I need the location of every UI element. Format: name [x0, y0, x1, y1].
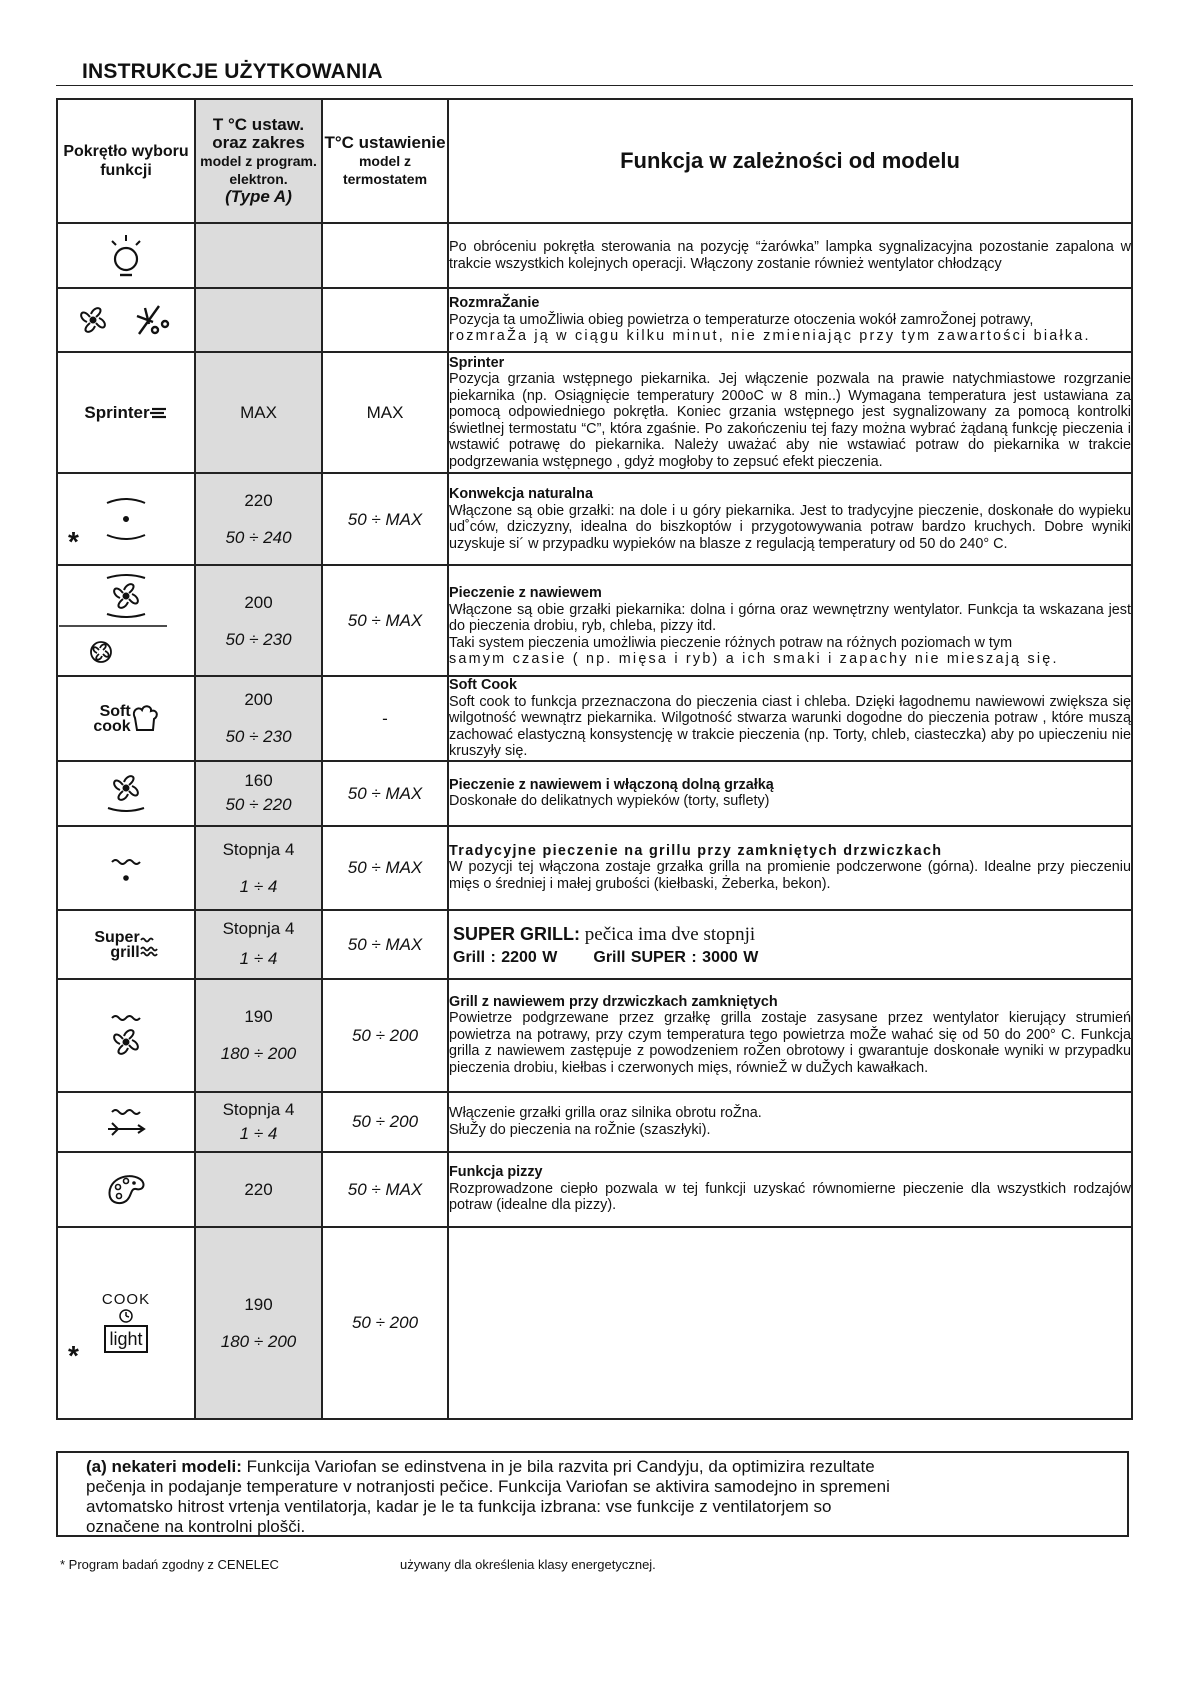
sprinter-icon: Sprinter — [84, 402, 150, 422]
conventional-icon — [101, 489, 151, 549]
defrost-icon — [71, 300, 181, 340]
knob-cell — [57, 1152, 195, 1227]
value-electronic: 200 50 ÷ 230 — [195, 565, 322, 676]
page-title: INSTRUKCJE UŻYTKOWANIA — [82, 60, 383, 83]
energy-test-star: * — [68, 1339, 79, 1371]
table-row — [57, 288, 1132, 352]
value-electronic: 220 — [195, 1152, 322, 1227]
table-row — [57, 979, 1132, 1092]
value-electronic: 200 50 ÷ 230 — [195, 676, 322, 761]
footnote-energy: używany dla określenia klasy energetycznej. — [400, 1557, 656, 1572]
value-thermostat: 50 ÷ MAX — [322, 473, 448, 565]
super-grill-icon: Super grill — [94, 930, 157, 960]
knob-cell — [57, 910, 195, 979]
knob-cell — [57, 223, 195, 288]
function-title: SUPER GRILL: — [453, 924, 581, 944]
grill-icon — [106, 850, 146, 886]
value-thermostat: 50 ÷ MAX — [322, 761, 448, 826]
table-row — [57, 761, 1132, 826]
value-electronic — [195, 288, 322, 352]
value-thermostat: 50 ÷ MAX — [322, 1152, 448, 1227]
table-row — [57, 826, 1132, 910]
value-electronic: 190 180 ÷ 200 — [195, 1227, 322, 1419]
function-title: Tradycyjne pieczenie na grillu przy zamkniętych drzwiczkach — [449, 842, 943, 859]
value-electronic: 220 50 ÷ 240 — [195, 473, 322, 565]
function-title: Sprinter — [449, 354, 505, 371]
value-thermostat: - — [322, 676, 448, 761]
knob-cell — [57, 1227, 195, 1419]
fan-grill-icon — [102, 1010, 150, 1060]
table-row — [57, 676, 1132, 761]
soft-cook-icon: Soft cook — [93, 704, 158, 734]
knob-cell — [57, 352, 195, 473]
knob-cell — [57, 1092, 195, 1152]
function-description: RozmraŽanie Pozycja ta umoŽliwia obieg powietrza o temperaturze otoczenia wokół zamroŽonej potrawy, rozmraŽa ją w ciągu kilku minut, nie zmieniając przy tym zawartości białka. — [448, 288, 1132, 352]
title-divider — [56, 85, 1133, 86]
table-row — [57, 352, 1132, 473]
value-thermostat: 50 ÷ MAX — [322, 565, 448, 676]
value-thermostat: MAX — [322, 352, 448, 473]
function-description: Włączenie grzałki grilla oraz silnika obrotu roŽna. SłuŽy do pieczenia na roŽnie (szaszłyki). — [448, 1092, 1132, 1152]
pizza-icon — [104, 1169, 148, 1209]
footnote-program: * Program badań zgodny z CENELEC — [60, 1557, 279, 1572]
value-electronic: Stopnja 4 1 ÷ 4 — [195, 1092, 322, 1152]
table-row — [57, 223, 1132, 288]
value-electronic: Stopnja 4 1 ÷ 4 — [195, 826, 322, 910]
function-description: Soft Cook Soft cook to funkcja przeznaczona do pieczenia ciast i chleba. Dzięki łagodnemu nawiewowi zwiększa się wilgotność wewnątrz piekarnika. Wilgotność stwarza warunki dogodne do pieczenia potraw , które muszą zachować elastyczną konsystencję w trakcie pieczenia (np. Torty, chleb, ciasteczka) aby po upieczeniu nie kruszyły się. — [449, 677, 1131, 759]
function-title: Funkcja pizzy — [449, 1164, 543, 1181]
function-description: Pieczenie z nawiewem Włączone są obie grzałki piekarnika: dolna i górna oraz wewnętrzny wentylator. Funkcja ta wskazana jest do pieczenia drobiu, ryb, chleba, pizzy itd. Taki system pieczenia umożliwia pieczenie różnych potraw na różnych poziomach w tym samym czasie ( np. mięsa i ryb) a ich smaki i zapachy nie mieszają się. — [448, 565, 1132, 676]
value-thermostat: 50 ÷ 200 — [322, 1227, 448, 1419]
table-row — [57, 1227, 1132, 1419]
function-title: RozmraŽanie — [449, 295, 540, 312]
function-description: Pieczenie z nawiewem i włączoną dolną grzałką Doskonałe do delikatnych wypieków (torty, suflety) — [448, 761, 1132, 826]
function-title: Grill z nawiewem przy drzwiczkach zamkniętych — [449, 993, 778, 1010]
value-thermostat: 50 ÷ MAX — [322, 826, 448, 910]
value-thermostat: 50 ÷ 200 — [322, 979, 448, 1092]
value-electronic — [195, 223, 322, 288]
value-electronic: MAX — [195, 352, 322, 473]
knob-cell — [57, 473, 195, 565]
fan-bottom-icon — [102, 770, 150, 816]
table-row — [57, 1092, 1132, 1152]
function-description: Grill z nawiewem przy drzwiczkach zamkniętych Powietrze podgrzewane przez grzałkę grilla zostaje zasysane przez wentylator kierujący strumień powietrza na potrawy, przy czym temperatura tego powietrza moŽe wahać się od 50 do 200° C. Funkcja grilla z nawiewem zastępuje z powodzeniem roŽen obrotowy i gwarantuje doskonałe wyniki w przypadku pieczenia drobiu, kiełbas i czerwonych mięs, równieŽ w duŽych kawałkach. — [448, 979, 1132, 1092]
knob-cell — [57, 826, 195, 910]
table-row — [57, 910, 1132, 979]
value-thermostat — [322, 288, 448, 352]
table-row — [57, 1152, 1132, 1227]
header-thermostat: T°C ustawienie model z termostatem — [322, 99, 448, 223]
knob-cell — [57, 565, 195, 676]
knob-cell — [57, 761, 195, 826]
function-description: Tradycyjne pieczenie na grillu przy zamkniętych drzwiczkach W pozycji tej włączona zostaje grzałka grilla na promienie podczerwone (górna). Idealne przy pieczeniu mięs o średniej i małej grubości (kiełbaski, Żeberka, bekon). — [448, 826, 1132, 910]
value-thermostat: 50 ÷ 200 — [322, 1092, 448, 1152]
rotisserie-icon — [102, 1104, 150, 1140]
header-electronic: T °C ustaw. oraz zakres model z program. elektron. (Type A) — [195, 99, 322, 223]
table-header-row — [57, 99, 1132, 223]
function-description: Po obróceniu pokrętła sterowania na pozycję “żarówka” lampka sygnalizacyjna pozostanie zapalona w trakcie wszystkich kolejnych operacji. Włączony zostanie również wentylator chłodzący — [448, 223, 1132, 288]
knob-cell — [57, 288, 195, 352]
function-title: Soft Cook — [449, 677, 517, 693]
value-electronic: 190 180 ÷ 200 — [195, 979, 322, 1092]
table-row — [57, 473, 1132, 565]
value-electronic: 160 50 ÷ 220 — [195, 761, 322, 826]
table-row — [57, 565, 1132, 676]
cook-light-icon: COOK light — [102, 1292, 150, 1352]
header-knob: Pokrętło wyboru funkcji — [57, 99, 195, 223]
knob-cell — [57, 676, 195, 761]
function-title: Konwekcja naturalna — [449, 486, 593, 502]
function-title: Pieczenie z nawiewem i włączoną dolną grzałką — [449, 776, 774, 793]
lamp-icon — [104, 233, 148, 279]
function-description: Konwekcja naturalna Włączone są obie grzałki: na dole i u góry piekarnika. Jest to tradycyjne pieczenie, doskonałe do wypieku ud˚ców, dziczyzny, idealna do biszkoptów i przygotowywania potraw bardzo kruchych. Dobre wyniki uzyskuje si´ w przypadku wypieków na blasze z regulacją temperatury od 50 do 240° C. — [448, 473, 1132, 565]
fan-oven-icon — [59, 568, 193, 673]
function-description: Funkcja pizzy Rozprowadzone ciepło pozwala w tej funkcji uzyskać równomierne pieczenie dla wszystkich rodzajów potraw (idealne dla pizzy). — [448, 1152, 1132, 1227]
function-table — [56, 98, 1133, 1420]
variofan-note: (a) nekateri modeli: Funkcija Variofan se edinstvena in je bila razvita pri Candyju, da optimizira rezultate pečenja in podajanje temperature v notranjosti pečice. Funkcija Variofan se aktivira samodejno in spremeni avtomatsko hitrost vrtenja ventilatorja, kadar je le ta funkcija izbrana: vse funkcije z ventilatorjem so označene na kontrolni plošči. — [56, 1451, 1129, 1537]
function-description — [448, 1227, 1132, 1419]
energy-test-star: * — [68, 526, 79, 557]
function-description: SUPER GRILL: pečica ima dve stopnji Grill : 2200 W Grill SUPER : 3000 W — [448, 910, 1132, 979]
value-thermostat — [322, 223, 448, 288]
function-description: Sprinter Pozycja grzania wstępnego piekarnika. Jej włączenie pozwala na prawie natychmiastowe rozgrzanie piekarnika (np. Osiągnięcie temperatury 200oC w 8 min..) Wymagana temperatura jest ustawiana za pomocą odpowiedniego pokrętła. Koniec grzania wstępnego jest sygnalizowany za pomocą kontrolki świetlnej termostatu “C”, która zgaśnie. Po zakończeniu tej fazy można wybrać żądaną funkcję pieczenia i wstawić potrawę do piekarnika. Należy uważać aby nie wstawiać potraw do piekarnika w trakcie podgrzewania wstępnego , gdyż mogłoby to zepsuć efekt pieczenia. — [448, 352, 1132, 473]
function-title: Pieczenie z nawiewem — [449, 585, 602, 602]
value-thermostat: 50 ÷ MAX — [322, 910, 448, 979]
value-electronic: Stopnja 4 1 ÷ 4 — [195, 910, 322, 979]
knob-cell — [57, 979, 195, 1092]
header-function: Funkcja w zależności od modelu — [448, 99, 1132, 223]
